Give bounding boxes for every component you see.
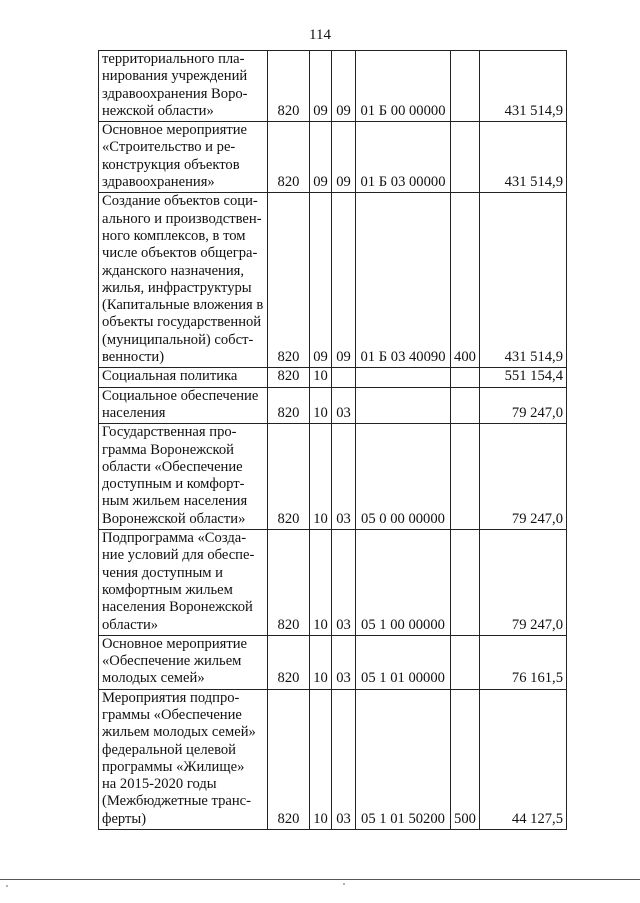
cell-section: 10 (310, 424, 332, 530)
cell-name: Создание объектов соци- ального и производствен- ного комплексов, в том числе объектов общегра- жданского назначения, жилья, инфраструктуры (Капитальные вложения в объекты государственной (муниципальной) собст- венности) (99, 193, 268, 368)
cell-section: 10 (310, 530, 332, 636)
cell-section: 09 (310, 122, 332, 193)
scan-speck (343, 883, 345, 885)
cell-grbs: 820 (268, 387, 310, 424)
page-bottom-edge (0, 879, 640, 880)
cell-subsection: 09 (332, 122, 356, 193)
cell-subsection: 09 (332, 51, 356, 122)
cell-section: 10 (310, 387, 332, 424)
cell-target-article: 05 1 01 00000 (356, 635, 451, 689)
cell-grbs: 820 (268, 689, 310, 829)
cell-name: Мероприятия подпро- граммы «Обеспечение жильем молодых семей» федеральной целевой программы «Жилище» на 2015-2020 годы (Межбюджетные транс- ферты) (99, 689, 268, 829)
cell-grbs: 820 (268, 193, 310, 368)
cell-amount: 79 247,0 (480, 387, 567, 424)
table-row (99, 368, 567, 387)
cell-target-article: 01 Б 03 40090 (356, 193, 451, 368)
cell-amount: 76 161,5 (480, 635, 567, 689)
cell-subsection: 03 (332, 635, 356, 689)
cell-expense-type (451, 424, 480, 530)
cell-section: 10 (310, 689, 332, 829)
cell-grbs: 820 (268, 530, 310, 636)
cell-section: 10 (310, 635, 332, 689)
cell-name: территориального пла- нирования учреждений здравоохранения Воро- нежской области» (99, 51, 268, 122)
cell-amount: 44 127,5 (480, 689, 567, 829)
cell-target-article: 01 Б 00 00000 (356, 51, 451, 122)
cell-grbs: 820 (268, 424, 310, 530)
cell-target-article (356, 368, 451, 387)
page-number: 114 (309, 27, 331, 43)
cell-expense-type (451, 635, 480, 689)
budget-table (98, 50, 567, 830)
cell-expense-type (451, 368, 480, 387)
table-row (99, 51, 567, 122)
cell-target-article: 05 0 00 00000 (356, 424, 451, 530)
cell-amount: 551 154,4 (480, 368, 567, 387)
cell-expense-type: 400 (451, 193, 480, 368)
cell-name: Социальное обеспечение населения (99, 387, 268, 424)
cell-target-article: 05 1 01 50200 (356, 689, 451, 829)
cell-amount: 79 247,0 (480, 530, 567, 636)
cell-expense-type (451, 51, 480, 122)
cell-expense-type: 500 (451, 689, 480, 829)
cell-amount: 431 514,9 (480, 193, 567, 368)
cell-expense-type (451, 387, 480, 424)
cell-target-article: 01 Б 03 00000 (356, 122, 451, 193)
cell-name: Основное мероприятие «Обеспечение жильем молодых семей» (99, 635, 268, 689)
cell-expense-type (451, 530, 480, 636)
cell-name: Основное мероприятие «Строительство и ре- конструкция объектов здравоохранения» (99, 122, 268, 193)
scan-speck (6, 885, 8, 887)
cell-subsection (332, 368, 356, 387)
cell-target-article (356, 387, 451, 424)
cell-section: 09 (310, 193, 332, 368)
cell-subsection: 03 (332, 387, 356, 424)
cell-section: 10 (310, 368, 332, 387)
table-row (99, 193, 567, 368)
cell-target-article: 05 1 00 00000 (356, 530, 451, 636)
cell-name: Социальная политика (99, 368, 268, 387)
table-row (99, 122, 567, 193)
cell-grbs: 820 (268, 51, 310, 122)
cell-expense-type (451, 122, 480, 193)
cell-grbs: 820 (268, 635, 310, 689)
table-row (99, 635, 567, 689)
cell-subsection: 09 (332, 193, 356, 368)
table-row (99, 530, 567, 636)
table-row (99, 424, 567, 530)
cell-subsection: 03 (332, 530, 356, 636)
cell-subsection: 03 (332, 424, 356, 530)
cell-name: Подпрограмма «Созда- ние условий для обеспе- чения доступным и комфортным жильем населения Воронежской области» (99, 530, 268, 636)
cell-name: Государственная про- грамма Воронежской области «Обеспечение доступным и комфорт- ным жильем населения Воронежской области» (99, 424, 268, 530)
cell-grbs: 820 (268, 368, 310, 387)
table-row (99, 689, 567, 829)
table-row (99, 387, 567, 424)
cell-subsection: 03 (332, 689, 356, 829)
cell-amount: 79 247,0 (480, 424, 567, 530)
cell-grbs: 820 (268, 122, 310, 193)
cell-section: 09 (310, 51, 332, 122)
cell-amount: 431 514,9 (480, 51, 567, 122)
cell-amount: 431 514,9 (480, 122, 567, 193)
